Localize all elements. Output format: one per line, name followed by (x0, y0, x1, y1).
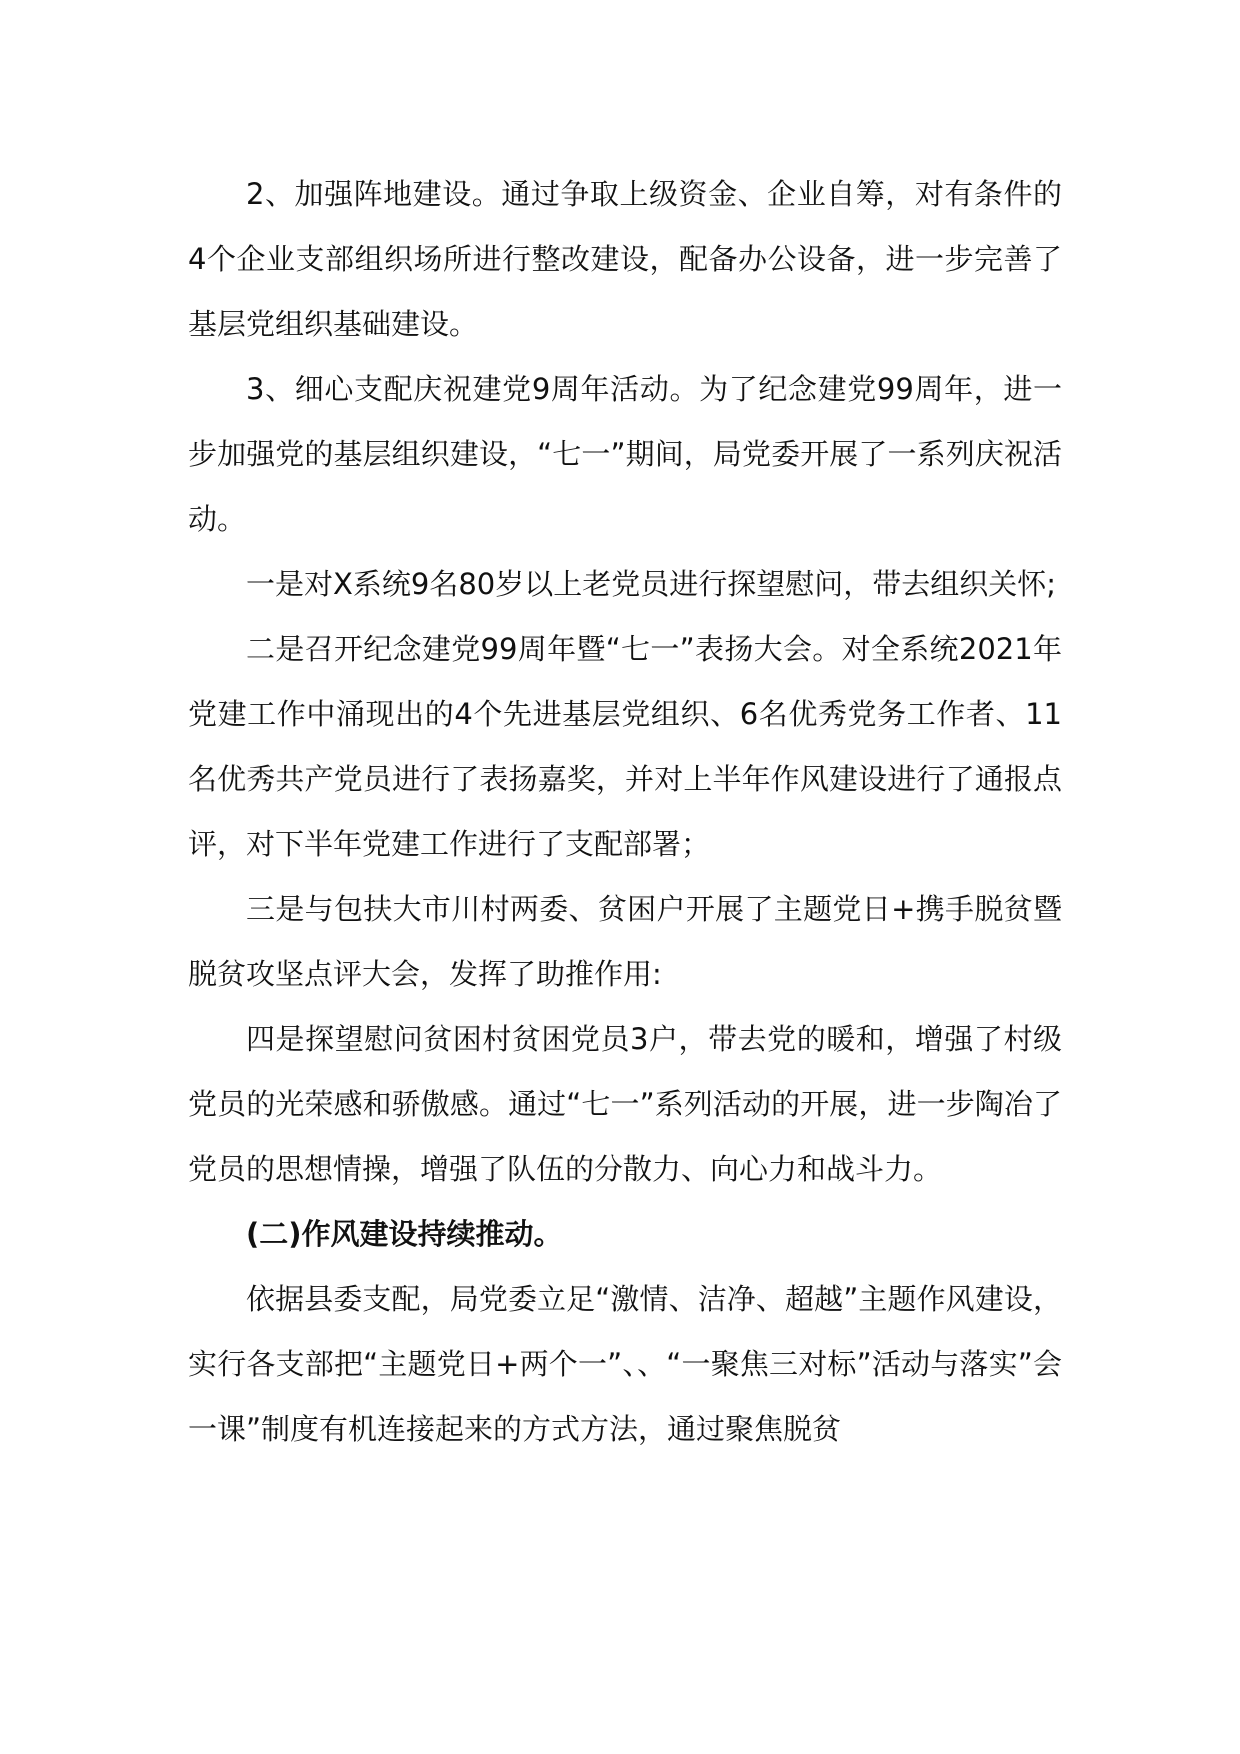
document-body (188, 162, 1062, 1462)
section-heading-style-construction: (二)作风建设持续推动。 (246, 1217, 563, 1251)
paragraph-style-construction: 依据县委支配，局党委立足“激情、洁净、超越”主题作风建设，实行各支部把“主题党日+两个一”、、“一聚焦三对标”活动与落实”会一课”制度有机连接起来的方式方法，通过聚焦脱贫 (188, 1282, 1062, 1446)
paragraph-position-construction: 2、加强阵地建设。通过争取上级资金、企业自筹，对有条件的4个企业支部组织场所进行整改建设，配备办公设备，进一步完善了基层党组织基础建设。 (188, 177, 1062, 341)
paragraph-first-item: 一是对X系统9名80岁以上老党员进行探望慰问，带去组织关怀; (246, 567, 1056, 601)
paragraph-anniversary-activities: 3、细心支配庆祝建党9周年活动。为了纪念建党99周年，进一步加强党的基层组织建设，“七一”期间，局党委开展了一系列庆祝活动。 (188, 372, 1062, 536)
paragraph-second-item: 二是召开纪念建党99周年暨“七一”表扬大会。对全系统2021年党建工作中涌现出的4个先进基层党组织、6名优秀党务工作者、11名优秀共产党员进行了表扬嘉奖，并对上半年作风建设进行了通报点评，对下半年党建工作进行了支配部署； (188, 632, 1062, 861)
paragraph-third-item: 三是与包扶大市川村两委、贫困户开展了主题党日+携手脱贫暨脱贫攻坚点评大会，发挥了助推作用: (188, 892, 1062, 991)
paragraph-fourth-item: 四是探望慰问贫困村贫困党员3户，带去党的暖和，增强了村级党员的光荣感和骄傲感。通过“七一”系列活动的开展，进一步陶冶了党员的思想情操，增强了队伍的分散力、向心力和战斗力。 (188, 1022, 1062, 1186)
